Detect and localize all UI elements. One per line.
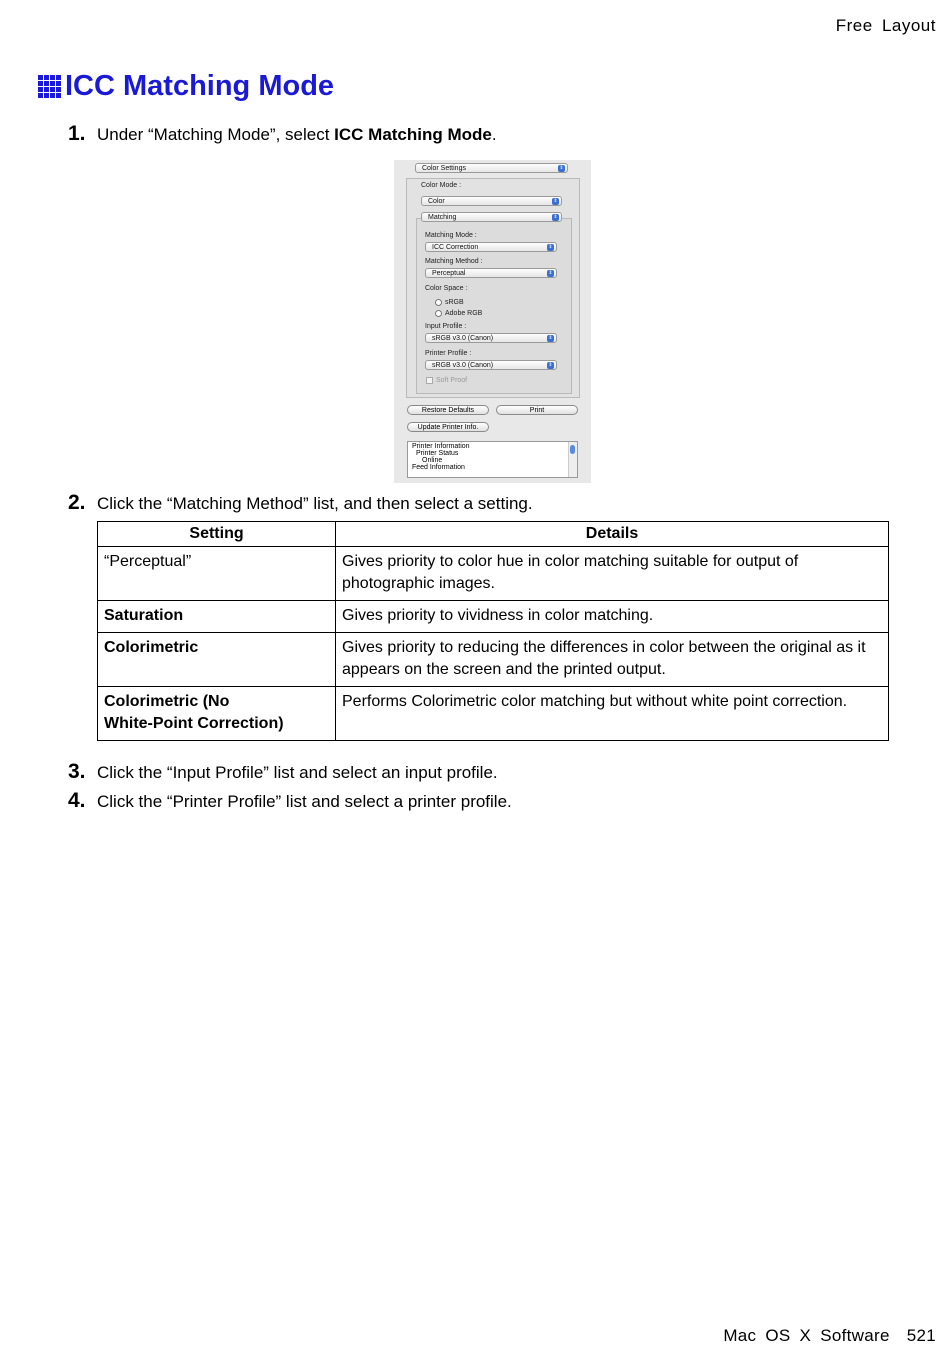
table-row bbox=[98, 601, 889, 633]
matching-tab-popup[interactable]: Matching ⇕ bbox=[421, 212, 562, 222]
details-cell: Performs Colorimetric color matching but without white point correction. bbox=[336, 687, 889, 741]
table-row bbox=[98, 547, 889, 601]
popup-arrows-icon: ⇕ bbox=[553, 198, 558, 204]
setting-cell: Colorimetric (No White-Point Correction) bbox=[98, 687, 336, 741]
setting-cell: Saturation bbox=[98, 601, 336, 633]
restore-defaults-button[interactable]: Restore Defaults bbox=[407, 405, 489, 415]
popup-arrows-icon: ⇕ bbox=[553, 214, 558, 220]
step-3: 3. Click the “Input Profile” list and select an input profile. bbox=[68, 760, 498, 783]
grid-bullet-icon bbox=[38, 75, 61, 98]
print-button[interactable]: Print bbox=[496, 405, 578, 415]
footer-text: Mac OS X Software bbox=[723, 1326, 890, 1345]
section-title-text: ICC Matching Mode bbox=[65, 70, 335, 102]
soft-proof-label: Soft Proof bbox=[436, 377, 468, 384]
update-printer-info-button[interactable]: Update Printer Info. bbox=[407, 422, 489, 432]
matching-mode-popup[interactable]: ICC Correction ⇕ bbox=[425, 242, 557, 252]
table-row bbox=[98, 687, 889, 741]
adobe-rgb-label: Adobe RGB bbox=[445, 310, 483, 317]
details-cell: Gives priority to reducing the differences in color between the original as it appears on the screen and the printed output. bbox=[336, 633, 889, 687]
popup-arrows-icon: ⇕ bbox=[548, 362, 553, 368]
color-mode-popup[interactable]: Color ⇕ bbox=[421, 196, 562, 206]
color-settings-popup[interactable]: Color Settings ⇕ bbox=[415, 163, 568, 173]
input-profile-popup[interactable]: sRGB v3.0 (Canon) ⇕ bbox=[425, 333, 557, 343]
popup-arrows-icon: ⇕ bbox=[548, 270, 553, 276]
srgb-label: sRGB bbox=[445, 299, 464, 306]
matching-method-label: Matching Method : bbox=[425, 258, 483, 265]
table-row bbox=[98, 633, 889, 687]
step-2: 2. Click the “Matching Method” list, and then select a setting. bbox=[68, 491, 533, 514]
running-header: Free Layout bbox=[835, 16, 936, 35]
info-line: Online bbox=[422, 457, 443, 464]
scrollbar[interactable] bbox=[568, 442, 577, 477]
section-title bbox=[38, 70, 334, 103]
scroll-thumb[interactable] bbox=[570, 445, 575, 454]
page-footer bbox=[723, 1326, 936, 1346]
page-number: 521 bbox=[906, 1326, 936, 1345]
printer-profile-popup[interactable]: sRGB v3.0 (Canon) ⇕ bbox=[425, 360, 557, 370]
printer-info-list[interactable] bbox=[407, 441, 578, 478]
color-space-label: Color Space : bbox=[425, 285, 468, 292]
step-1: 1. Under “Matching Mode”, select ICC Matching Mode. bbox=[68, 122, 497, 145]
step-1-text: Under “Matching Mode”, select ICC Matching Mode. bbox=[97, 125, 497, 144]
step-2-text: Click the “Matching Method” list, and then select a setting. bbox=[97, 494, 533, 513]
matching-method-popup[interactable]: Perceptual ⇕ bbox=[425, 268, 557, 278]
step-4-text: Click the “Printer Profile” list and select a printer profile. bbox=[97, 792, 512, 811]
popup-arrows-icon: ⇕ bbox=[559, 165, 564, 171]
details-cell: Gives priority to vividness in color matching. bbox=[336, 601, 889, 633]
adobe-rgb-radio[interactable] bbox=[435, 310, 442, 317]
info-line: Printer Status bbox=[416, 450, 459, 457]
popup-arrows-icon: ⇕ bbox=[548, 244, 553, 250]
srgb-radio[interactable] bbox=[435, 299, 442, 306]
column-header: Setting bbox=[98, 522, 336, 547]
color-settings-screenshot bbox=[394, 160, 591, 483]
popup-arrows-icon: ⇕ bbox=[548, 335, 553, 341]
matching-method-table bbox=[97, 521, 889, 741]
setting-cell: Colorimetric bbox=[98, 633, 336, 687]
details-cell: Gives priority to color hue in color matching suitable for output of photographic images. bbox=[336, 547, 889, 601]
setting-cell: “Perceptual” bbox=[98, 547, 336, 601]
info-line: Printer Information bbox=[412, 443, 470, 450]
color-mode-label: Color Mode : bbox=[421, 182, 462, 189]
step-3-text: Click the “Input Profile” list and select an input profile. bbox=[97, 763, 498, 782]
table-header-row bbox=[98, 522, 889, 547]
printer-profile-label: Printer Profile : bbox=[425, 350, 472, 357]
column-header: Details bbox=[336, 522, 889, 547]
soft-proof-checkbox[interactable] bbox=[426, 377, 433, 384]
info-line: Feed Information bbox=[412, 464, 465, 471]
matching-mode-label: Matching Mode : bbox=[425, 232, 477, 239]
input-profile-label: Input Profile : bbox=[425, 323, 467, 330]
step-4: 4. Click the “Printer Profile” list and select a printer profile. bbox=[68, 789, 512, 812]
